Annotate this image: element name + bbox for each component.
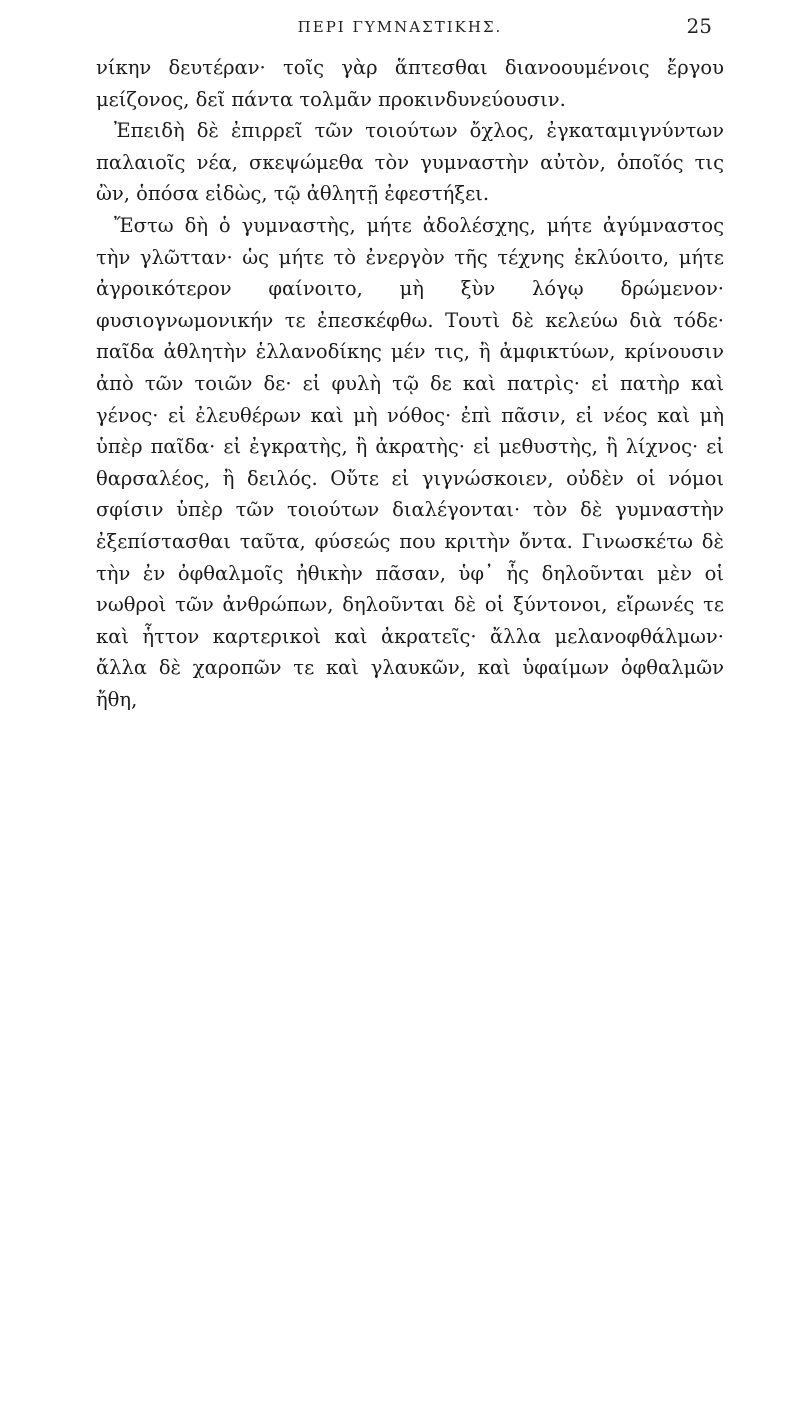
running-head: [0, 14, 800, 48]
body-text: [96, 52, 724, 715]
running-title: ΠΕΡΙ ΓΥΜΝΑΣΤΙΚΗΣ.: [297, 18, 503, 36]
page-number: 25: [686, 14, 712, 38]
paragraph-1: νίκην δευτέραν· τοῖς γὰρ ἅπτεσθαι διανοουμένοις ἔργου μείζονος, δεῖ πάντα τολμᾶν προκινδυνεύουσιν.: [96, 56, 724, 111]
paragraph-2: Ἐπειδὴ δὲ ἐπιρρεῖ τῶν τοιούτων ὄχλος, ἐγκαταμιγνύντων παλαιοῖς νέα, σκεψώμεθα τὸν γυμναστὴν αὐτὸν, ὁποῖός τις ὢν, ὁπόσα εἰδὼς, τῷ ἀθλητῇ ἐφεστήξει.: [96, 119, 724, 206]
paragraph-3: Ἔστω δὴ ὁ γυμναστὴς, μήτε ἀδολέσχης, μήτε ἀγύμναστος τὴν γλῶτταν· ὡς μήτε τὸ ἐνεργὸν τῆς τέχνης ἐκλύοιτο, μήτε ἀγροικότερον φαίνοιτο, μὴ ξὺν λόγῳ δρώμενον· φυσιογνωμονικήν τε ἐπεσκέφθω. Τουτὶ δὲ κελεύω διὰ τόδε· παῖδα ἀθλητὴν ἑλλανοδίκης μέν τις, ἢ ἀμφικτύων, κρίνουσιν ἀπὸ τῶν τοιῶν δε· εἰ φυλὴ τῷ δε καὶ πατρὶς· εἰ πατὴρ καὶ γένος· εἰ ἐλευθέρων καὶ μὴ νόθος· ἐπὶ πᾶσιν, εἰ νέος καὶ μὴ ὑπὲρ παῖδα· εἰ ἐγκρατὴς, ἢ ἀκρατὴς· εἰ μεθυστὴς, ἢ λίχνος· εἰ θαρσαλέος, ἢ δειλός. Οὔτε εἰ γιγνώσκοιεν, οὐδὲν οἱ νόμοι σφίσιν ὑπὲρ τῶν τοιούτων διαλέγονται· τὸν δὲ γυμναστὴν ἐξεπίστασθαι ταῦτα, φύσεώς που κριτὴν ὄντα. Γινωσκέτω δὲ τὴν ἐν ὀφθαλμοῖς ἠθικὴν πᾶσαν, ὑφ᾽ ἧς δηλοῦνται μὲν οἱ νωθροὶ τῶν ἀνθρώπων, δηλοῦνται δὲ οἱ ξύντονοι, εἴρωνές τε καὶ ἧττον καρτερικοὶ καὶ ἀκρατεῖς· ἄλλα μελανοφθάλμων· ἄλλα δὲ χαροπῶν τε καὶ γλαυκῶν, καὶ ὑφαίμων ὀφθαλμῶν ἤθη,: [96, 213, 724, 711]
